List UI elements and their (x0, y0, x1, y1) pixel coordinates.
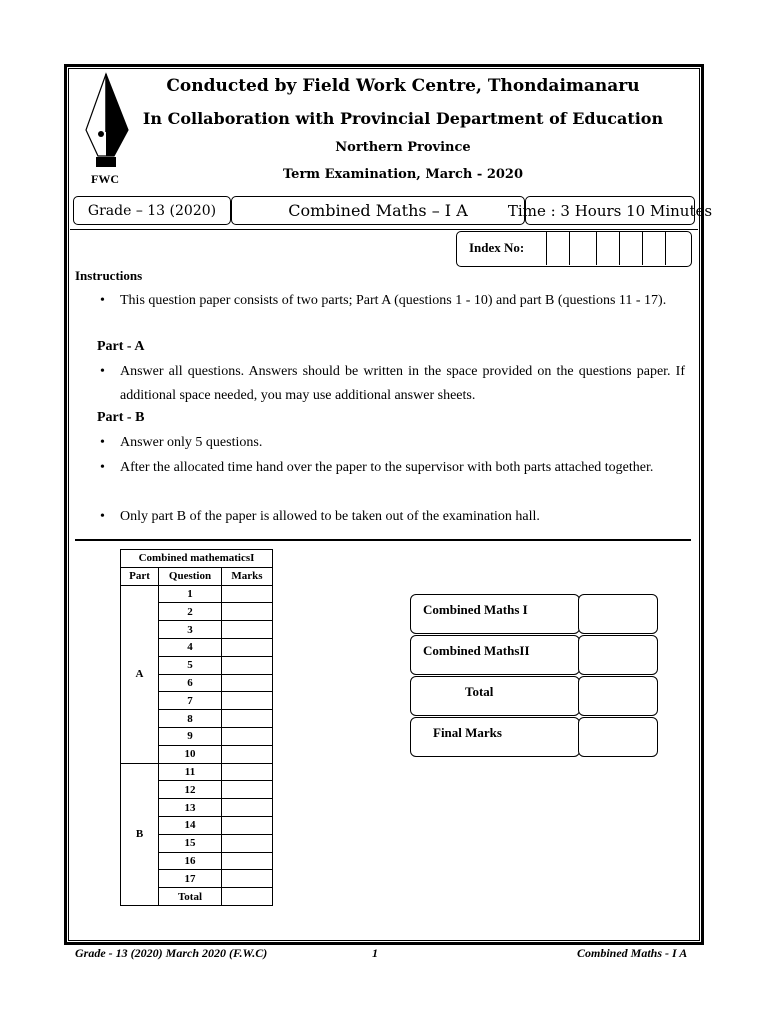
question-number: 16 (159, 852, 222, 870)
total-label: Total (159, 888, 222, 906)
question-number: 2 (159, 603, 222, 621)
column-header-part: Part (121, 567, 159, 585)
marks-cell[interactable] (222, 763, 273, 781)
header-divider (70, 229, 698, 230)
index-digit-cell[interactable] (596, 232, 619, 265)
summary-marks-box[interactable] (578, 635, 658, 675)
column-header-question: Question (159, 567, 222, 585)
summary-marks-box[interactable] (578, 594, 658, 634)
index-number-box (456, 231, 692, 267)
marks-cell[interactable] (222, 870, 273, 888)
header-exam-term: Term Examination, March - 2020 (282, 167, 523, 182)
question-number: 8 (159, 710, 222, 728)
question-number: 12 (159, 781, 222, 799)
marks-cell[interactable] (222, 656, 273, 674)
summary-row-combined-maths-1 (410, 594, 658, 634)
question-number: 15 (159, 834, 222, 852)
marks-cell[interactable] (222, 799, 273, 817)
header-collaboration: In Collaboration with Provincial Department of Education (142, 109, 664, 128)
marks-cell[interactable] (222, 621, 273, 639)
question-number: 1 (159, 585, 222, 603)
question-number: 17 (159, 870, 222, 888)
total-marks-cell[interactable] (222, 888, 273, 906)
marks-table (120, 549, 273, 906)
grade-box: Grade – 13 (2020) (73, 196, 231, 225)
summary-row-combined-maths-2 (410, 635, 658, 675)
marks-cell[interactable] (222, 834, 273, 852)
question-number: 11 (159, 763, 222, 781)
part-a-cell: A (121, 585, 159, 763)
summary-label: Final Marks (410, 717, 580, 757)
question-number: 14 (159, 816, 222, 834)
marks-cell[interactable] (222, 852, 273, 870)
instruction-item (100, 289, 685, 313)
question-number: 4 (159, 638, 222, 656)
marks-cell[interactable] (222, 781, 273, 799)
bullet-icon: • (100, 509, 105, 524)
header-province: Northern Province (335, 140, 471, 155)
exam-info-bar (73, 196, 713, 225)
question-number: 10 (159, 745, 222, 763)
header-conducted-by: Conducted by Field Work Centre, Thondaimanaru (166, 76, 640, 96)
instruction-item (100, 456, 685, 480)
marks-table-title: Combined mathematicsI (121, 550, 273, 568)
logo-caption: FWC (91, 172, 119, 186)
instruction-text: After the allocated time hand over the paper to the supervisor with both parts attached together. (120, 460, 654, 475)
summary-row-final-marks (410, 717, 658, 757)
summary-marks-box[interactable] (578, 717, 658, 757)
subject-box: Combined Maths – I A (231, 196, 525, 225)
index-digit-cell[interactable] (665, 232, 688, 265)
summary-marks-box[interactable] (578, 676, 658, 716)
summary-label: Combined Maths I (410, 594, 580, 634)
question-number: 5 (159, 656, 222, 674)
marks-cell[interactable] (222, 727, 273, 745)
question-number: 9 (159, 727, 222, 745)
fwc-pen-nib-logo (84, 72, 130, 184)
instructions-divider (75, 539, 691, 541)
footer-page-number: 1 (372, 946, 378, 960)
marks-cell[interactable] (222, 692, 273, 710)
instruction-text: This question paper consists of two parts; Part A (questions 1 - 10) and part B (questions 11 - 17). (120, 293, 667, 308)
question-number: 7 (159, 692, 222, 710)
bullet-icon: • (100, 293, 105, 308)
marks-cell[interactable] (222, 638, 273, 656)
part-a-title: Part - A (97, 339, 145, 354)
question-number: 3 (159, 621, 222, 639)
bullet-icon: • (100, 364, 105, 379)
marks-cell[interactable] (222, 816, 273, 834)
instruction-text: Answer only 5 questions. (120, 435, 263, 450)
summary-label: Total (410, 676, 580, 716)
instruction-text: Answer all questions. Answers should be written in the space provided on the questions paper. If additional space needed, you may use additional answer sheets. (120, 364, 685, 403)
instructions-title: Instructions (75, 268, 143, 283)
index-label: Index No: (469, 240, 525, 255)
footer-left: Grade - 13 (2020) March 2020 (F.W.C) (75, 946, 268, 960)
marks-cell[interactable] (222, 745, 273, 763)
instruction-item (100, 360, 685, 408)
summary-label: Combined MathsII (410, 635, 580, 675)
instruction-item (100, 431, 685, 455)
instruction-text: Only part B of the paper is allowed to be taken out of the examination hall. (120, 509, 540, 524)
bullet-icon: • (100, 460, 105, 475)
column-header-marks: Marks (222, 567, 273, 585)
question-number: 6 (159, 674, 222, 692)
index-digit-cell[interactable] (642, 232, 665, 265)
instruction-item (100, 505, 685, 529)
index-digit-cell[interactable] (546, 232, 569, 265)
footer-right: Combined Maths - I A (577, 946, 688, 960)
marks-cell[interactable] (222, 585, 273, 603)
marks-cell[interactable] (222, 674, 273, 692)
time-box: Time : 3 Hours 10 Minutes (525, 196, 695, 225)
part-b-cell: B (121, 763, 159, 905)
summary-row-total (410, 676, 658, 716)
marks-cell[interactable] (222, 603, 273, 621)
index-digit-cell[interactable] (619, 232, 642, 265)
index-digit-cell[interactable] (569, 232, 592, 265)
part-b-title: Part - B (97, 410, 145, 425)
marks-cell[interactable] (222, 710, 273, 728)
question-number: 13 (159, 799, 222, 817)
bullet-icon: • (100, 435, 105, 450)
